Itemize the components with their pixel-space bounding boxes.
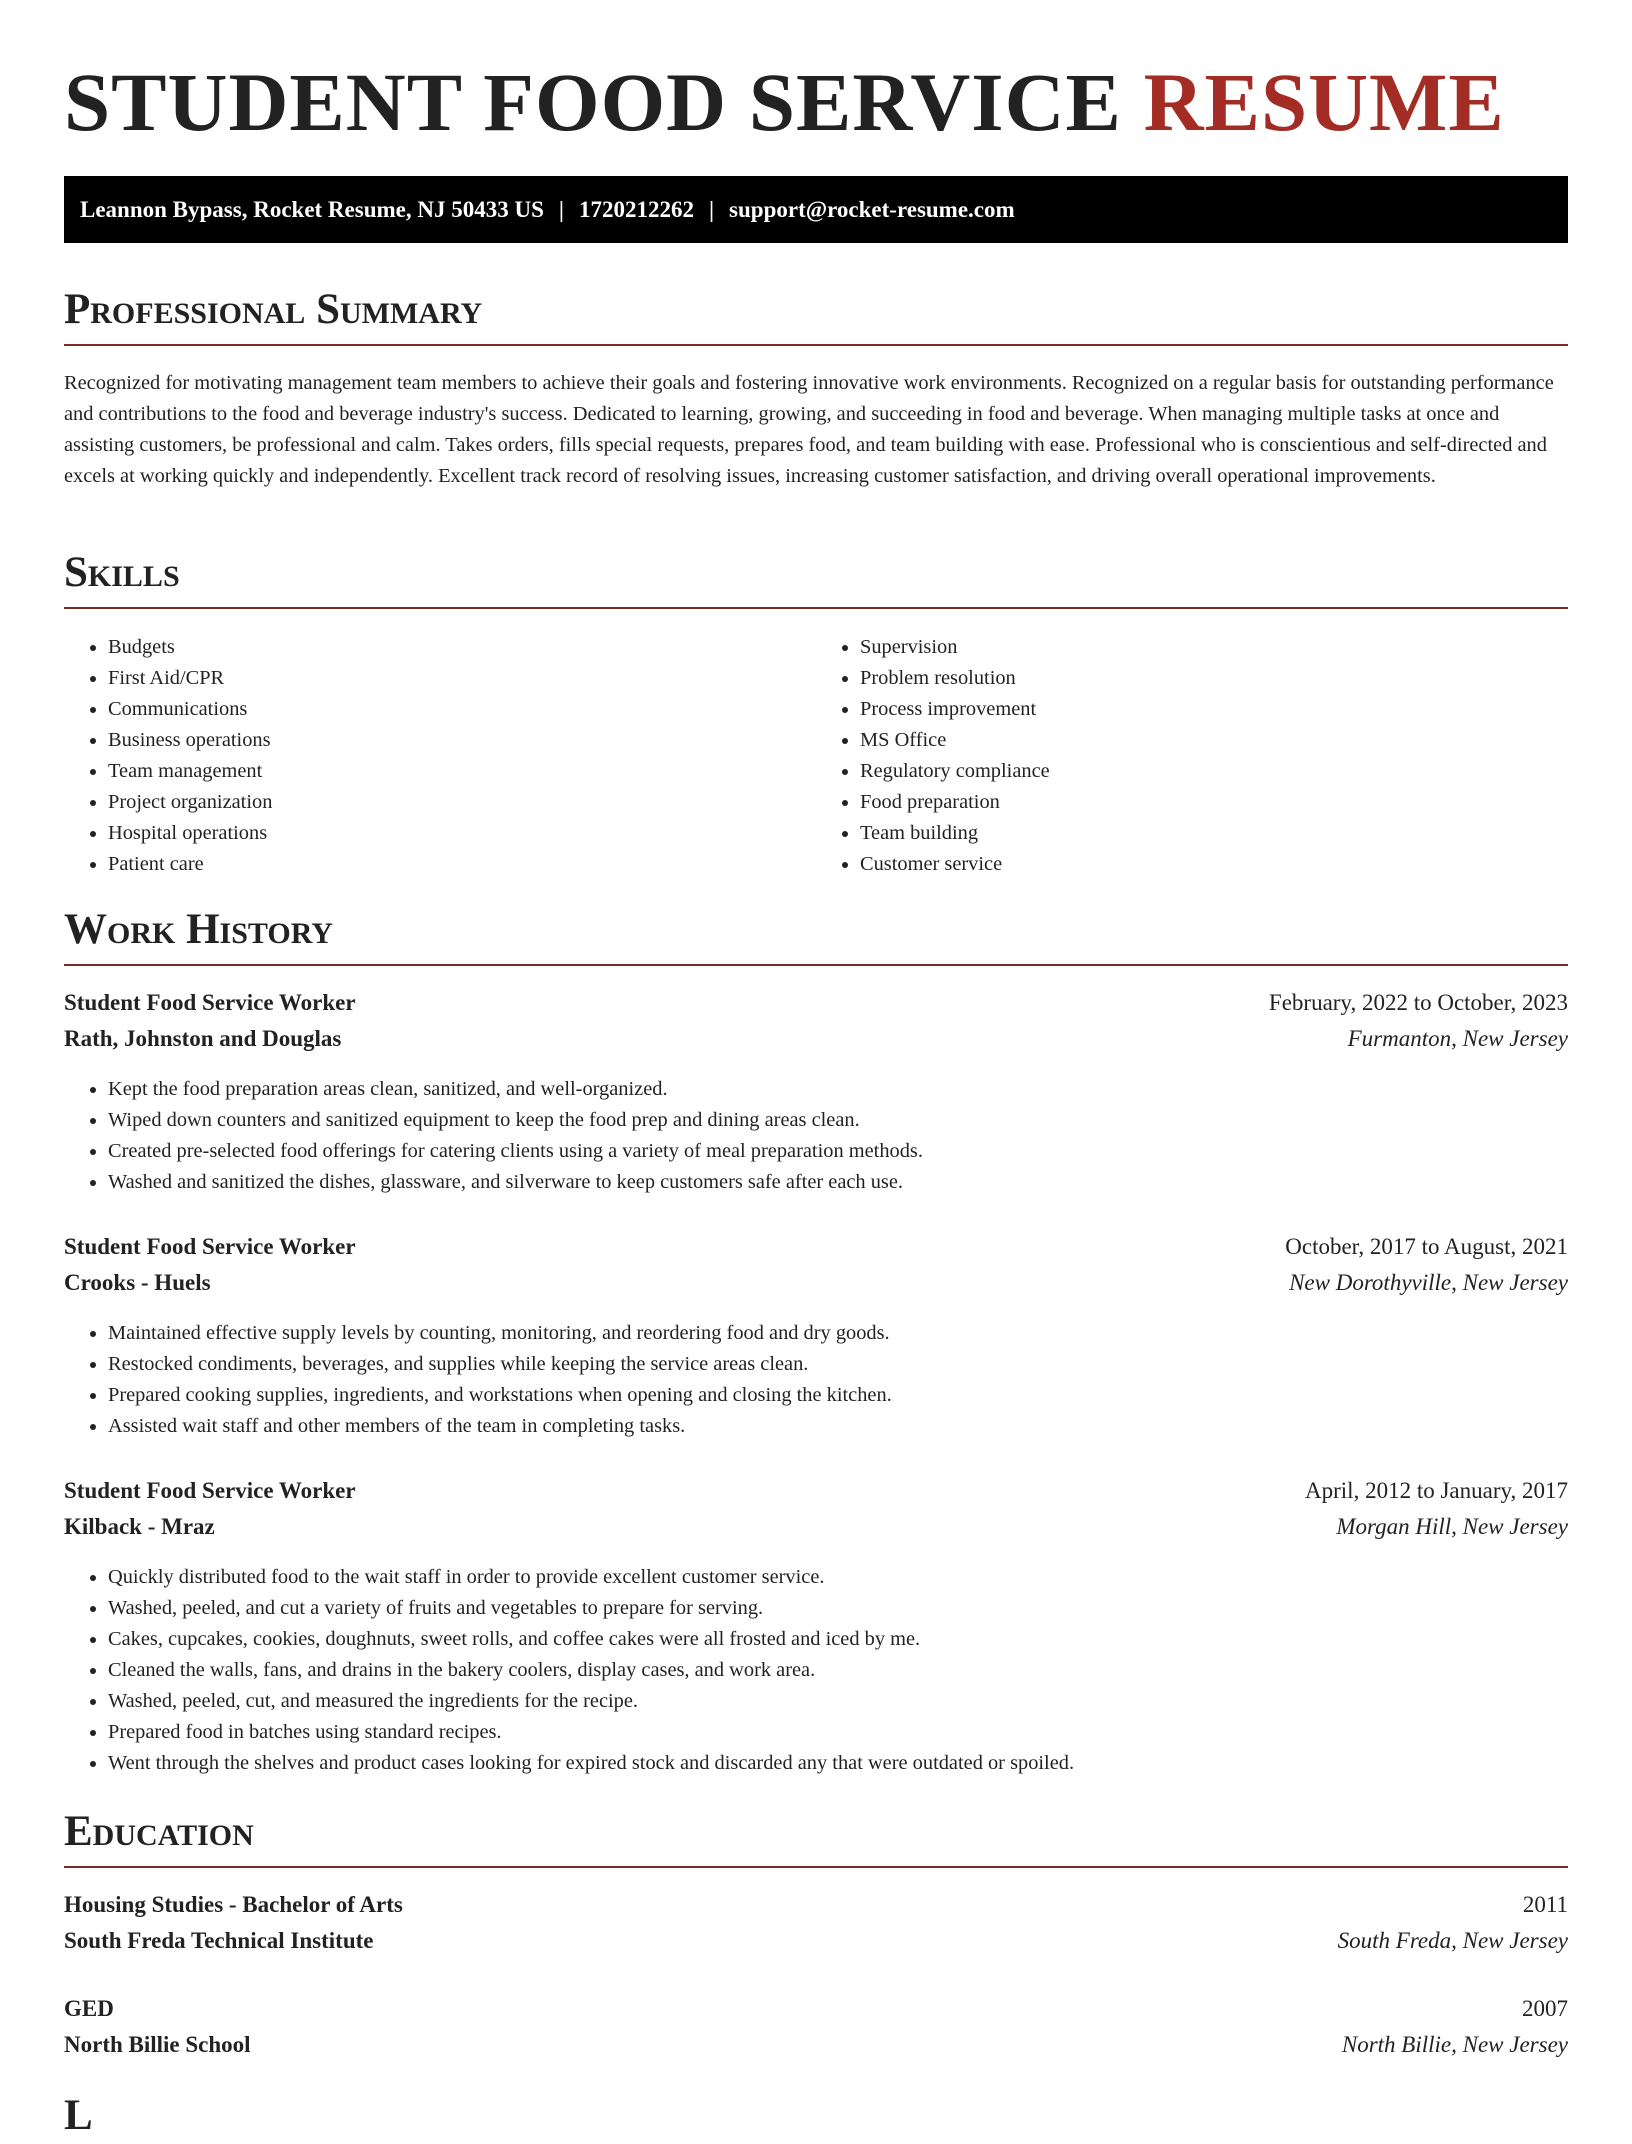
job-duty: • Created pre-selected food offerings for catering clients using a variety of meal preparation methods.: [108, 1136, 1568, 1167]
job-duties: [64, 1562, 1568, 1779]
contact-separator: |: [558, 196, 564, 222]
education-heading: Education: [64, 1804, 1568, 1868]
education-degree: GED: [64, 1996, 114, 2021]
job-duty: • Cakes, cupcakes, cookies, doughnuts, sweet rolls, and coffee cakes were all frosted and iced by me.: [108, 1624, 1568, 1655]
skill-item: • Team management: [108, 756, 816, 787]
job-duty: • Restocked condiments, beverages, and supplies while keeping the service areas clean.: [108, 1349, 1568, 1380]
summary-heading: Professional Summary: [64, 282, 1568, 346]
job-duty: • Prepared cooking supplies, ingredients, and workstations when opening and closing the kitchen.: [108, 1380, 1568, 1411]
job-duty: • Washed and sanitized the dishes, glassware, and silverware to keep customers safe after each use.: [108, 1167, 1568, 1198]
job-duty: • Prepared food in batches using standard recipes.: [108, 1717, 1568, 1748]
job-entry: [64, 1478, 1568, 1779]
education-year: 2007: [1522, 1996, 1568, 2021]
skill-item: • Regulatory compliance: [860, 756, 1568, 787]
job-employer: Kilback - Mraz: [64, 1514, 215, 1539]
resume-title: [64, 52, 1505, 152]
title-main: STUDENT FOOD SERVICE: [64, 56, 1122, 148]
job-employer: Rath, Johnston and Douglas: [64, 1026, 342, 1051]
job-title: Student Food Service Worker: [64, 990, 356, 1015]
job-employer: Crooks - Huels: [64, 1270, 211, 1295]
skill-item: • Food preparation: [860, 787, 1568, 818]
job-duty: • Quickly distributed food to the wait staff in order to provide excellent customer service.: [108, 1562, 1568, 1593]
skills-heading: Skills: [64, 545, 1568, 609]
contact-bar: [64, 176, 1568, 243]
education-degree: Housing Studies - Bachelor of Arts: [64, 1892, 403, 1917]
contact-address: Leannon Bypass, Rocket Resume, NJ 50433 US: [80, 196, 544, 222]
education-entry: [64, 1892, 1568, 1964]
skill-item: • Business operations: [108, 725, 816, 756]
skill-item: • Patient care: [108, 849, 816, 880]
contact-email[interactable]: support@rocket-resume.com: [729, 196, 1015, 222]
job-location: Furmanton, New Jersey: [1347, 1026, 1568, 1051]
skill-item: • Hospital operations: [108, 818, 816, 849]
skill-item: • MS Office: [860, 725, 1568, 756]
job-title: Student Food Service Worker: [64, 1234, 356, 1259]
education-entry: [64, 1996, 1568, 2068]
skill-item: • Team building: [860, 818, 1568, 849]
job-duties: [64, 1074, 1568, 1198]
title-accent: RESUME: [1143, 56, 1505, 148]
job-duty: • Maintained effective supply levels by counting, monitoring, and reordering food and dry goods.: [108, 1318, 1568, 1349]
education-school: North Billie School: [64, 2032, 251, 2057]
skill-item: • Problem resolution: [860, 663, 1568, 694]
job-dates: April, 2012 to January, 2017: [1305, 1478, 1568, 1503]
skills-column-left: [64, 632, 816, 880]
skill-item: • Project organization: [108, 787, 816, 818]
skill-item: • Communications: [108, 694, 816, 725]
job-location: Morgan Hill, New Jersey: [1336, 1514, 1568, 1539]
job-dates: February, 2022 to October, 2023: [1268, 990, 1568, 1015]
contact-phone[interactable]: 1720212262: [578, 196, 694, 222]
job-dates: October, 2017 to August, 2021: [1285, 1234, 1568, 1259]
job-duty: • Went through the shelves and product cases looking for expired stock and discarded any that were outdated or spoiled.: [108, 1748, 1568, 1779]
job-duty: • Washed, peeled, and cut a variety of fruits and vegetables to prepare for serving.: [108, 1593, 1568, 1624]
education-year: 2011: [1522, 1892, 1568, 1917]
job-duties: [64, 1318, 1568, 1442]
job-duty: • Washed, peeled, cut, and measured the ingredients for the recipe.: [108, 1686, 1568, 1717]
job-entry: [64, 990, 1568, 1198]
education-school: South Freda Technical Institute: [64, 1928, 374, 1953]
skill-item: • Budgets: [108, 632, 816, 663]
job-duty: • Assisted wait staff and other members of the team in completing tasks.: [108, 1411, 1568, 1442]
summary-text: Recognized for motivating management team members to achieve their goals and fostering innovative work environments. Recognized on a regular basis for outstanding performance and contributions to the food and beverage industry's success. Dedicated to learning, growing, and succeeding in food and beverage. When managing multiple tasks at once and assisting customers, be professional and calm. Takes orders, fills special requests, prepares food, and team building with ease. Professional who is conscientious and self-directed and excels at working quickly and independently. Excellent track record of resolving issues, increasing customer satisfaction, and driving overall operational improvements.: [64, 372, 1554, 487]
job-title: Student Food Service Worker: [64, 1478, 356, 1503]
job-location: New Dorothyville, New Jersey: [1289, 1270, 1568, 1295]
work-history-heading: Work History: [64, 902, 1568, 966]
skills-list: [64, 632, 1568, 880]
education-location: North Billie, New Jersey: [1341, 2032, 1568, 2057]
job-duty: • Cleaned the walls, fans, and drains in the bakery coolers, display cases, and work area.: [108, 1655, 1568, 1686]
contact-separator: |: [708, 196, 715, 222]
job-duty: • Wiped down counters and sanitized equipment to keep the food prep and dining areas clean.: [108, 1105, 1568, 1136]
skill-item: • Customer service: [860, 849, 1568, 880]
education-location: South Freda, New Jersey: [1337, 1928, 1568, 1953]
skill-item: • First Aid/CPR: [108, 663, 816, 694]
next-section-heading: L: [64, 2092, 93, 2139]
skill-item: • Supervision: [860, 632, 1568, 663]
skill-item: • Process improvement: [860, 694, 1568, 725]
job-entry: [64, 1234, 1568, 1442]
skills-column-right: [816, 632, 1568, 880]
job-duty: • Kept the food preparation areas clean, sanitized, and well-organized.: [108, 1074, 1568, 1105]
